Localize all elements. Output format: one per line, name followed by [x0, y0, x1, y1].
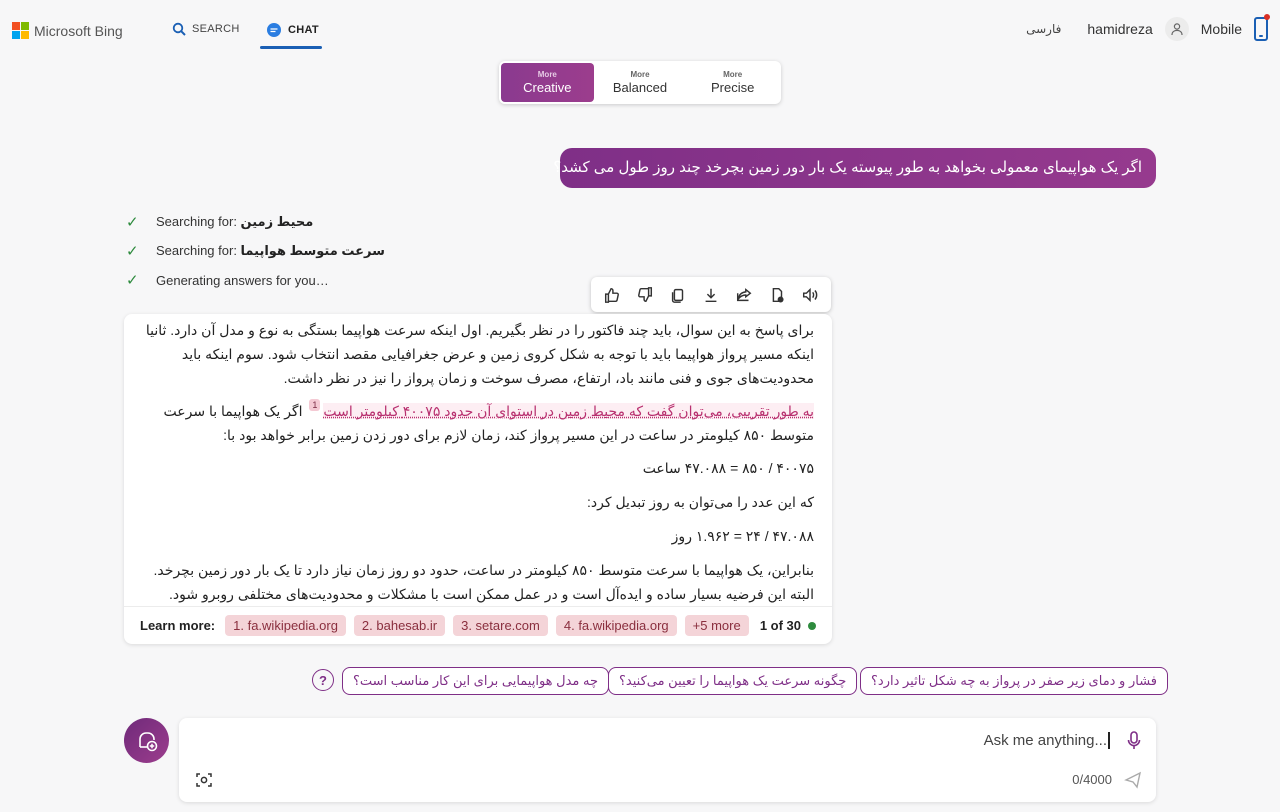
- copy-icon[interactable]: [664, 281, 692, 309]
- source-link[interactable]: 3. setare.com: [453, 615, 548, 636]
- learn-more-label: Learn more:: [140, 618, 216, 633]
- response-actions-toolbar: [591, 277, 831, 312]
- share-icon[interactable]: [730, 281, 758, 309]
- speaker-icon[interactable]: [796, 281, 824, 309]
- status-dot: [808, 622, 816, 630]
- progress-text: Searching for: محیط زمین: [156, 214, 314, 229]
- suggestion-chip[interactable]: فشار و دمای زیر صفر در پرواز به چه شکل تاثیر دارد؟: [860, 667, 1168, 695]
- logo-text: Microsoft Bing: [34, 22, 123, 39]
- language-link[interactable]: فارسی: [1026, 22, 1062, 36]
- tone-creative[interactable]: [501, 63, 594, 102]
- top-bar: [0, 0, 1280, 58]
- nav-search-tab[interactable]: [172, 22, 240, 36]
- tone-balanced-small: More: [630, 70, 650, 79]
- tone-creative-label: Creative: [523, 80, 572, 95]
- more-sources-button[interactable]: +5 more: [685, 615, 749, 636]
- progress-text: Searching for: سرعت متوسط هواپیما: [156, 243, 385, 258]
- answer-card: [124, 314, 832, 644]
- check-icon: ✓: [126, 243, 139, 260]
- source-link[interactable]: 2. bahesab.ir: [354, 615, 445, 636]
- answer-equation: ۴۰۰۷۵ / ۸۵۰ = ۴۷.۰۸۸ ساعت: [642, 460, 814, 476]
- chat-input-box[interactable]: [179, 718, 1156, 802]
- suggestion-chip[interactable]: چه مدل هواپیمایی برای این کار مناسب است؟: [342, 667, 609, 695]
- download-icon[interactable]: [697, 281, 725, 309]
- user-icon[interactable]: [1165, 17, 1189, 41]
- answer-paragraph: که این عدد را می‌توان به روز تبدیل کرد:: [587, 494, 814, 510]
- answer-paragraph: به طور تقریبی، می‌توان گفت که محیط زمین در استوای آن حدود ۴۰۰۷۵ کیلومتر است1 اگر یک هواپیما با سرعت متوسط ۸۵۰ کیلومتر در ساعت در این مسیر پرواز کند، زمان لازم برای دور زدن زمین برابر خواهد بود با:: [163, 400, 814, 443]
- mobile-label[interactable]: Mobile: [1200, 21, 1242, 37]
- tone-creative-small: More: [537, 70, 557, 79]
- citation-number[interactable]: 1: [309, 399, 320, 411]
- source-link[interactable]: 1. fa.wikipedia.org: [225, 615, 346, 636]
- chat-icon: [266, 22, 282, 38]
- tone-precise-small: More: [723, 70, 743, 79]
- header-right: [1026, 17, 1268, 41]
- mobile-icon[interactable]: [1254, 17, 1268, 41]
- user-message-bubble: اگر یک هواپیمای معمولی بخواهد به طور پیوسته یک بار دور زمین بچرخد چند روز طول می کشد؟: [560, 148, 1156, 188]
- mic-icon[interactable]: [1126, 730, 1142, 757]
- chat-input-placeholder[interactable]: Ask me anything...: [984, 732, 1110, 749]
- nav-search-label: SEARCH: [192, 23, 240, 35]
- suggestion-help-icon[interactable]: ?: [312, 669, 334, 691]
- new-topic-icon: [136, 730, 158, 752]
- turn-counter: 1 of 30: [760, 618, 816, 633]
- answer-paragraph: بنابراین، یک هواپیما با سرعت متوسط ۸۵۰ کیلومتر در ساعت، حدود دو روز زمان نیاز دارد تا یک بار دور زمین بچرخد. البته این فرضیه بسیار ساده و ایده‌آل است و در عمل ممکن است با مشکلات و محدودیت‌های مختلفی روبرو شود.: [153, 562, 814, 602]
- check-icon: ✓: [126, 272, 139, 289]
- bing-logo[interactable]: [12, 22, 123, 39]
- export-icon[interactable]: [763, 281, 791, 309]
- answer-paragraph: برای پاسخ به این سوال، باید چند فاکتور را در نظر بگیریم. اول اینکه سرعت هواپیما بستگی به نوع و مدل آن دارد. ثانیا اینکه مسیر پرواز هواپیما باید با توجه به شکل کروی زمین و عرض جغرافیایی مقصد انتخاب شود. سوم اینکه باید محدودیت‌های جوی و فنی مانند باد، ارتفاع، مصرف سوخت و زمان پرواز را نیز در نظر داشت.: [145, 322, 814, 386]
- source-link[interactable]: 4. fa.wikipedia.org: [556, 615, 677, 636]
- answer-text: [138, 318, 814, 615]
- username[interactable]: hamidreza: [1087, 21, 1153, 37]
- thumbs-down-icon[interactable]: [631, 281, 659, 309]
- tone-precise[interactable]: [686, 63, 779, 102]
- nav-chat-tab[interactable]: [266, 22, 319, 38]
- tone-precise-label: Precise: [711, 80, 755, 95]
- new-topic-button[interactable]: [124, 718, 169, 763]
- thumbs-up-icon[interactable]: [598, 281, 626, 309]
- camera-icon[interactable]: [195, 771, 213, 794]
- microsoft-logo-icon: [12, 22, 29, 39]
- notification-dot: [1264, 14, 1270, 20]
- learn-more-bar: [124, 606, 832, 644]
- check-icon: ✓: [126, 214, 139, 231]
- citation-link[interactable]: به طور تقریبی، می‌توان گفت که محیط زمین در استوای آن حدود ۴۰۰۷۵ کیلومتر است: [323, 403, 814, 419]
- tone-balanced[interactable]: [594, 63, 687, 102]
- character-counter: 0/4000: [1072, 772, 1112, 787]
- conversation-style-selector: [499, 61, 781, 104]
- progress-text: Generating answers for you…: [156, 272, 329, 288]
- progress-step: [126, 213, 313, 231]
- search-icon: [172, 22, 186, 36]
- answer-equation: ۴۷.۰۸۸ / ۲۴ = ۱.۹۶۲ روز: [671, 528, 814, 544]
- tone-balanced-label: Balanced: [612, 80, 668, 95]
- progress-step: [126, 271, 329, 289]
- send-icon[interactable]: [1124, 771, 1142, 794]
- progress-step: [126, 242, 385, 260]
- suggestion-chip[interactable]: چگونه سرعت یک هواپیما را تعیین می‌کنید؟: [608, 667, 857, 695]
- nav-chat-label: CHAT: [288, 24, 319, 36]
- active-tab-indicator: [260, 46, 322, 49]
